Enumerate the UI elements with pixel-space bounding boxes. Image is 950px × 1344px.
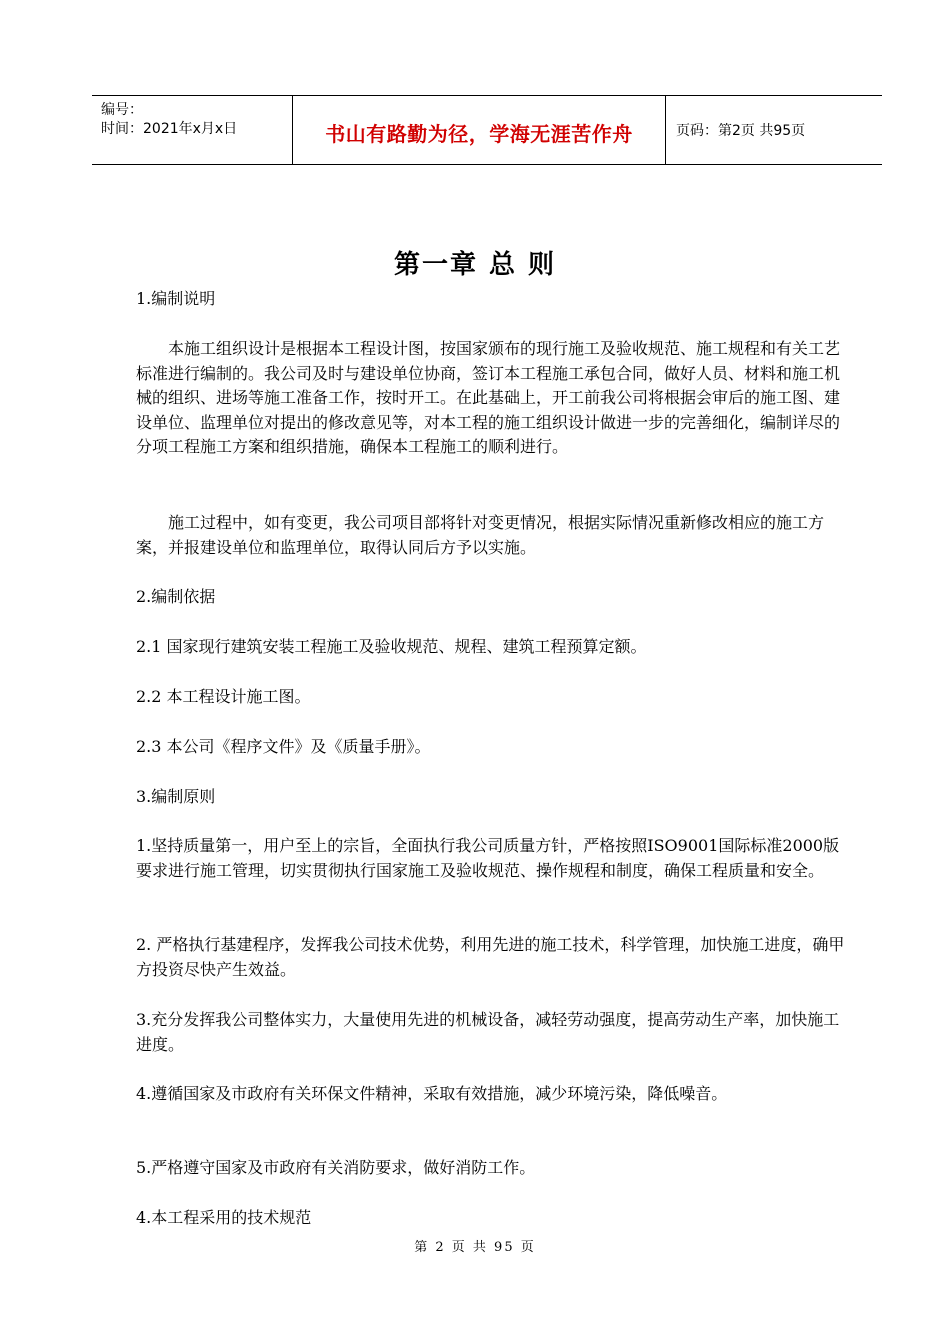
list-item: 3.充分发挥我公司整体实力，大量使用先进的机械设备，减轻劳动强度，提高劳动生产率，加快施工进度。	[136, 1010, 840, 1054]
list-item: 1.坚持质量第一，用户至上的宗旨，全面执行我公司质量方针，严格按照ISO9001国际标准2000版要求进行施工管理，切实贯彻执行国家施工及验收规范、操作规程和制度，确保工程质量和安全。	[136, 836, 840, 880]
time-label: 时间：2021年x月x日	[101, 121, 238, 137]
list-item: 4.遵循国家及市政府有关环保文件精神，采取有效措施，减少环境污染，降低噪音。	[136, 1084, 728, 1103]
page-footer: 第 2 页 共 95 页	[414, 1240, 536, 1255]
list-item: 2.1 国家现行建筑安装工程施工及验收规范、规程、建筑工程预算定额。	[136, 637, 647, 656]
section-heading: 2.编制依据	[136, 587, 216, 606]
document-header	[92, 95, 882, 165]
body-paragraph: 施工过程中，如有变更，我公司项目部将针对变更情况，根据实际情况重新修改相应的施工方案，并报建设单位和监理单位，取得认同后方予以实施。	[136, 513, 825, 557]
list-item: 2. 严格执行基建程序，发挥我公司技术优势，利用先进的施工技术，科学管理，加快施工进度，确甲方投资尽快产生效益。	[136, 935, 845, 979]
body-paragraph: 本施工组织设计是根据本工程设计图，按国家颁布的现行施工及验收规范、施工规程和有关工艺标准进行编制的。我公司及时与建设单位协商，签订本工程施工承包合同，做好人员、材料和施工机械的组织、进场等施工准备工作，按时开工。在此基础上，开工前我公司将根据会审后的施工图、建设单位、监理单位对提出的修改意见等，对本工程的施工组织设计做进一步的完善细化，编制详尽的分项工程施工方案和组织措施，确保本工程施工的顺利进行。	[136, 339, 841, 456]
list-item: 2.2 本工程设计施工图。	[136, 687, 311, 706]
section-heading: 4.本工程采用的技术规范	[136, 1208, 312, 1227]
header-motto-cell	[293, 96, 666, 164]
motto-text: 书山有路勤为径，学海无涯苦作舟	[325, 122, 633, 146]
page-code: 页码：第2页 共95页	[676, 123, 806, 139]
header-page-cell	[666, 96, 882, 164]
code-label: 编号：	[101, 102, 143, 118]
header-meta-cell	[92, 96, 293, 164]
chapter-title: 第一章 总 则	[393, 250, 557, 280]
list-item: 2.3 本公司《程序文件》及《质量手册》。	[136, 737, 431, 756]
section-heading: 3.编制原则	[136, 787, 216, 806]
list-item: 5.严格遵守国家及市政府有关消防要求，做好消防工作。	[136, 1158, 536, 1177]
section-heading: 1.编制说明	[136, 289, 216, 308]
